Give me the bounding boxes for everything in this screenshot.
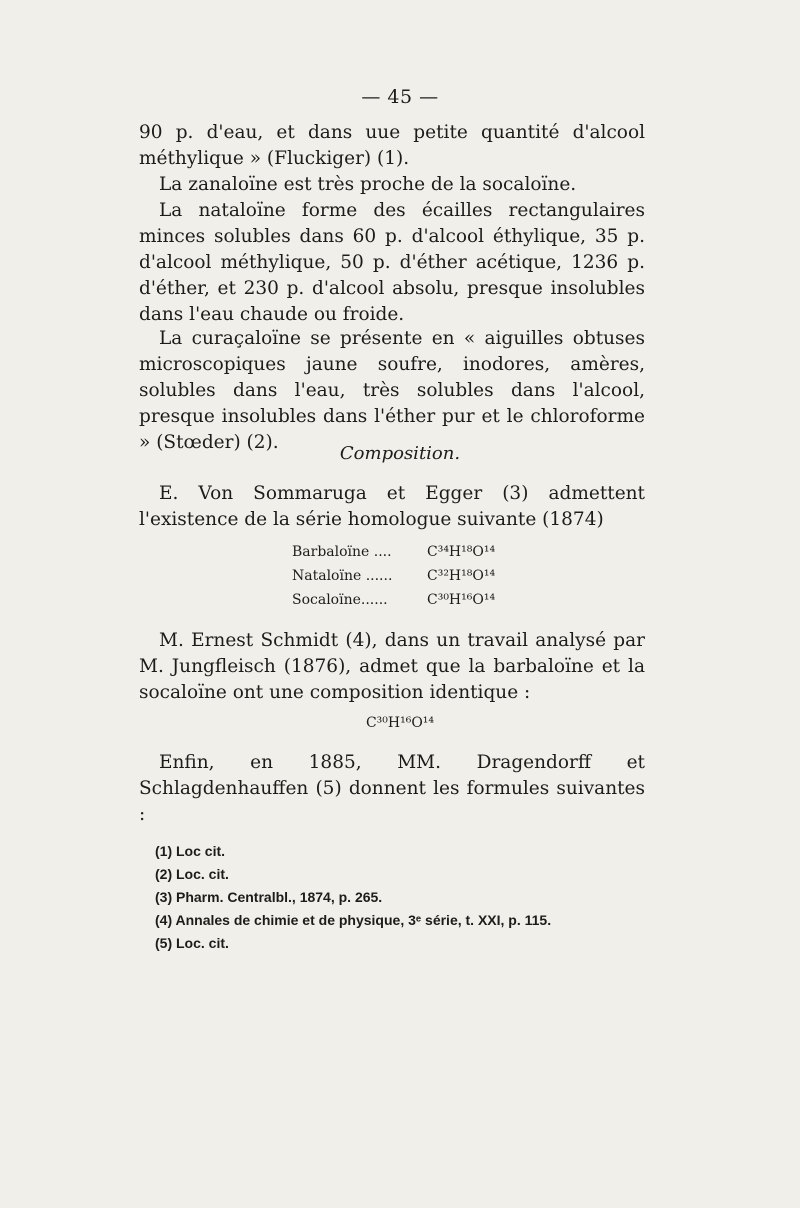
paragraph-continuation: 90 p. d'eau, et dans uue petite quantité d'alcool méthylique » (Fluckiger) (1).: [139, 122, 645, 169]
compound-formula: C³²H¹⁸O¹⁴: [427, 568, 496, 584]
section-heading-composition: Composition.: [339, 443, 461, 464]
compound-formula: C³⁰H¹⁶O¹⁴: [427, 592, 496, 608]
compound-name: Barbaloïne ....: [292, 544, 392, 560]
footnote: (2) Loc. cit.: [155, 866, 229, 882]
paragraph-curacaloine: La curaçaloïne se présente en « aiguilles obtuses microscopiques jaune soufre, inodores, amères, solubles dans l'eau, très solubles dans l'alcool, presque insolubles dans l'éther pur et le chloroforme » (Stœder) (2).: [139, 328, 645, 453]
paragraph-nataloine: La nataloïne forme des écailles rectangulaires minces solubles dans 60 p. d'alcool éthylique, 35 p. d'alcool méthylique, 50 p. d'éther acétique, 1236 p. d'éther, et 230 p. d'alcool absolu, presque insolubles dans l'eau chaude ou froide.: [139, 200, 645, 325]
formula-table: [292, 540, 495, 612]
paragraph-schmidt: M. Ernest Schmidt (4), dans un travail analysé par M. Jungfleisch (1876), admet que la barbaloïne et la socaloïne ont une composition identique :: [139, 630, 645, 703]
page-number: — 45 —: [361, 86, 439, 108]
formula-row: [292, 564, 495, 588]
compound-name: Nataloïne ......: [292, 568, 393, 584]
paragraph-zanaloine: La zanaloïne est très proche de la socaloïne.: [159, 174, 577, 195]
formula-identical: C³⁰H¹⁶O¹⁴: [365, 715, 435, 731]
paragraph-dragendorff: Enfin, en 1885, MM. Dragendorff et Schlagdenhauffen (5) donnent les formules suivantes :: [139, 752, 645, 825]
footnotes: [155, 840, 551, 955]
paragraph-sommaruga: E. Von Sommaruga et Egger (3) admettent l'existence de la série homologue suivante (1874): [139, 483, 645, 530]
footnote: (5) Loc. cit.: [155, 935, 229, 951]
footnote: (4) Annales de chimie et de physique, 3ᵉ série, t. XXI, p. 115.: [155, 912, 552, 928]
formula-row: [292, 588, 495, 612]
compound-name: Socaloïne......: [292, 592, 388, 608]
formula-row: [292, 540, 495, 564]
footnote: (3) Pharm. Centralbl., 1874, p. 265.: [155, 889, 383, 905]
compound-formula: C³⁴H¹⁸O¹⁴: [427, 544, 496, 560]
footnote: (1) Loc cit.: [155, 843, 226, 859]
